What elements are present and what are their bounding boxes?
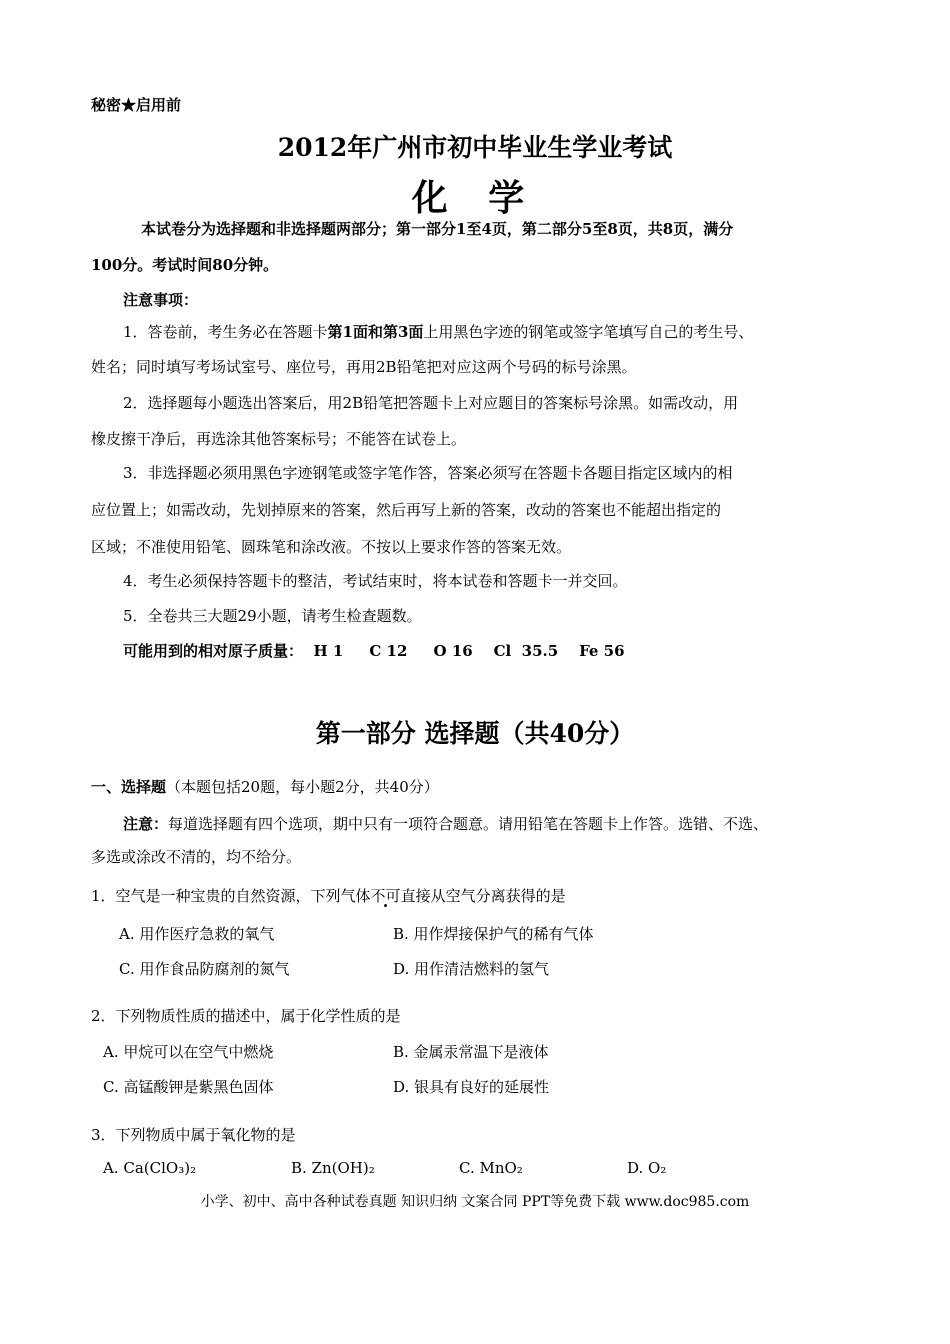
section-1-heading	[91, 776, 439, 797]
notice-item-1-text-a: 1．答卷前，考生务必在答题卡	[123, 323, 328, 341]
question-1-option-d: D. 用作清洁燃料的氢气	[393, 960, 550, 978]
question-1-emphasis: 不可	[370, 887, 401, 905]
section-1-note-line-1	[123, 813, 768, 834]
section-1-note-line-2: 多选或涂改不清的，均不给分。	[91, 848, 302, 866]
question-3-option-b: B. Zn(OH)₂	[291, 1159, 375, 1177]
notice-heading: 注意事项：	[123, 291, 199, 309]
question-3-stem: 3．下列物质中属于氧化物的是	[91, 1126, 296, 1144]
notice-item-5: 5．全卷共三大题29小题，请考生检查题数。	[123, 607, 422, 625]
question-1-stem-a: 1．空气是一种宝贵的自然资源，下列气体	[91, 887, 371, 905]
question-2-option-d: D. 银具有良好的延展性	[393, 1078, 550, 1096]
section-1-label: 一、选择题	[91, 778, 167, 796]
notice-item-4: 4．考生必须保持答题卡的整洁，考试结束时，将本试卷和答题卡一并交回。	[123, 572, 628, 590]
footer-ad: 小学、初中、高中各种试卷真题 知识归纳 文案合同 PPT等免费下载 www.doc985.com	[200, 1194, 750, 1210]
notice-item-1-line-1	[123, 321, 753, 342]
question-1-stem-b: 直接从空气分离获得的是	[400, 887, 566, 905]
section-1-desc: （本题包括20题，每小题2分，共40分）	[166, 778, 439, 796]
question-1-option-b: B. 用作焊接保护气的稀有气体	[393, 925, 594, 943]
exam-title: 2012年广州市初中毕业生学业考试	[277, 133, 673, 162]
question-1-option-a: A. 用作医疗急救的氧气	[119, 925, 275, 943]
notice-item-2-line-2: 橡皮擦干净后，再选涂其他答案标号；不能答在试卷上。	[91, 430, 467, 448]
question-3-option-c: C. MnO₂	[459, 1159, 523, 1177]
question-3-option-a: A. Ca(ClO₃)₂	[103, 1159, 197, 1177]
notice-item-1-text-b: 上用黑色字迹的钢笔或签字笔填写自己的考生号、	[423, 323, 754, 341]
intro-line-2: 100分。考试时间80分钟。	[91, 256, 279, 274]
notice-item-3-line-3: 区域；不准使用铅笔、圆珠笔和涂改液。不按以上要求作答的答案无效。	[91, 538, 572, 556]
question-1-option-c: C. 用作食品防腐剂的氮气	[119, 960, 290, 978]
notice-item-3-line-2: 应位置上；如需改动，先划掉原来的答案，然后再写上新的答案，改动的答案也不能超出指定的	[91, 501, 722, 519]
intro-line-1: 本试卷分为选择题和非选择题两部分；第一部分1至4页，第二部分5至8页，共8页，满分	[141, 220, 734, 238]
notice-item-1-bold: 第1面和第3面	[327, 323, 424, 341]
question-1-stem	[91, 885, 566, 906]
question-3-option-d: D. O₂	[627, 1159, 667, 1177]
part-1-title: 第一部分 选择题（共40分）	[315, 719, 635, 748]
question-2-option-b: B. 金属汞常温下是液体	[393, 1043, 549, 1061]
secret-label: 秘密★启用前	[91, 96, 182, 114]
atomic-mass-line: 可能用到的相对原子质量： H 1 C 12 O 16 Cl 35.5 Fe 56	[123, 642, 625, 660]
notice-item-2-line-1: 2．选择题每小题选出答案后，用2B铅笔把答题卡上对应题目的答案标号涂黑。如需改动，用	[123, 394, 739, 412]
question-2-stem: 2．下列物质性质的描述中，属于化学性质的是	[91, 1007, 401, 1025]
notice-item-3-line-1: 3．非选择题必须用黑色字迹钢笔或签字笔作答，答案必须写在答题卡各题目指定区域内的相	[123, 464, 733, 482]
question-2-option-a: A. 甲烷可以在空气中燃烧	[103, 1043, 274, 1061]
question-2-option-c: C. 高锰酸钾是紫黑色固体	[103, 1078, 274, 1096]
section-1-note-text: 每道选择题有四个选项，期中只有一项符合题意。请用铅笔在答题卡上作答。选错、不选、	[168, 815, 769, 833]
notice-item-1-line-2: 姓名；同时填写考场试室号、座位号，再用2B铅笔把对应这两个号码的标号涂黑。	[91, 358, 637, 376]
section-1-note-label: 注意：	[123, 815, 169, 833]
subject-title: 化 学	[411, 177, 539, 219]
